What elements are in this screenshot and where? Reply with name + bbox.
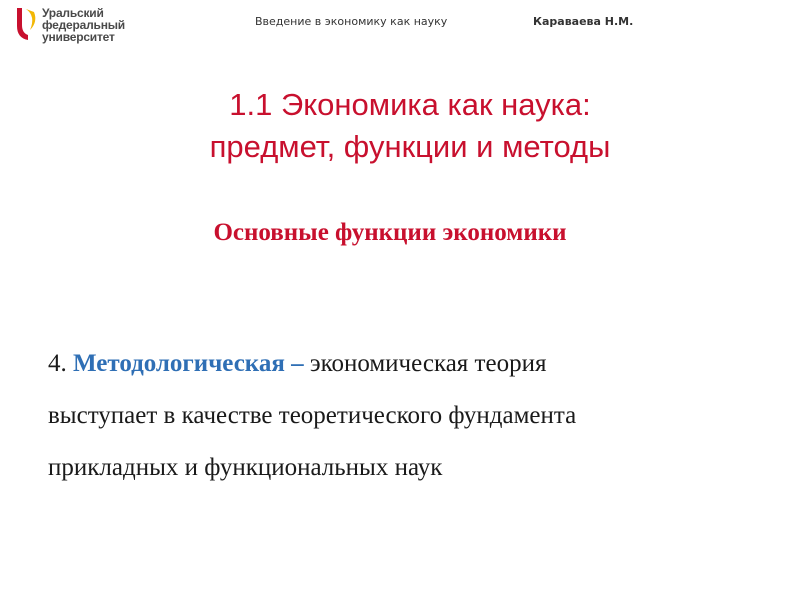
logo-line: Уральский [42, 6, 104, 20]
slide-title-line: 1.1 Экономика как наука: [229, 87, 591, 122]
slide-title [0, 84, 800, 168]
description-line: прикладных и функциональных наук [48, 454, 443, 481]
logo-line: федеральный [42, 18, 125, 32]
logo-text [42, 7, 125, 43]
author-name: Караваева Н.М. [533, 15, 634, 28]
ural-logo-icon [14, 6, 40, 44]
university-logo [14, 6, 144, 46]
description-line [48, 338, 768, 390]
slide-subtitle: Основные функции экономики [213, 219, 567, 246]
description-text: экономическая теория [309, 350, 547, 377]
function-description [48, 338, 768, 494]
description-line: выступает в качестве теоретического фундамента [48, 402, 577, 429]
item-number: 4. [48, 350, 67, 377]
slide-title-line: предмет, функции и методы [209, 129, 611, 164]
course-title: Введение в экономику как науку [255, 15, 448, 28]
item-term: Методологическая – [73, 350, 304, 377]
logo-line: университет [42, 30, 115, 44]
